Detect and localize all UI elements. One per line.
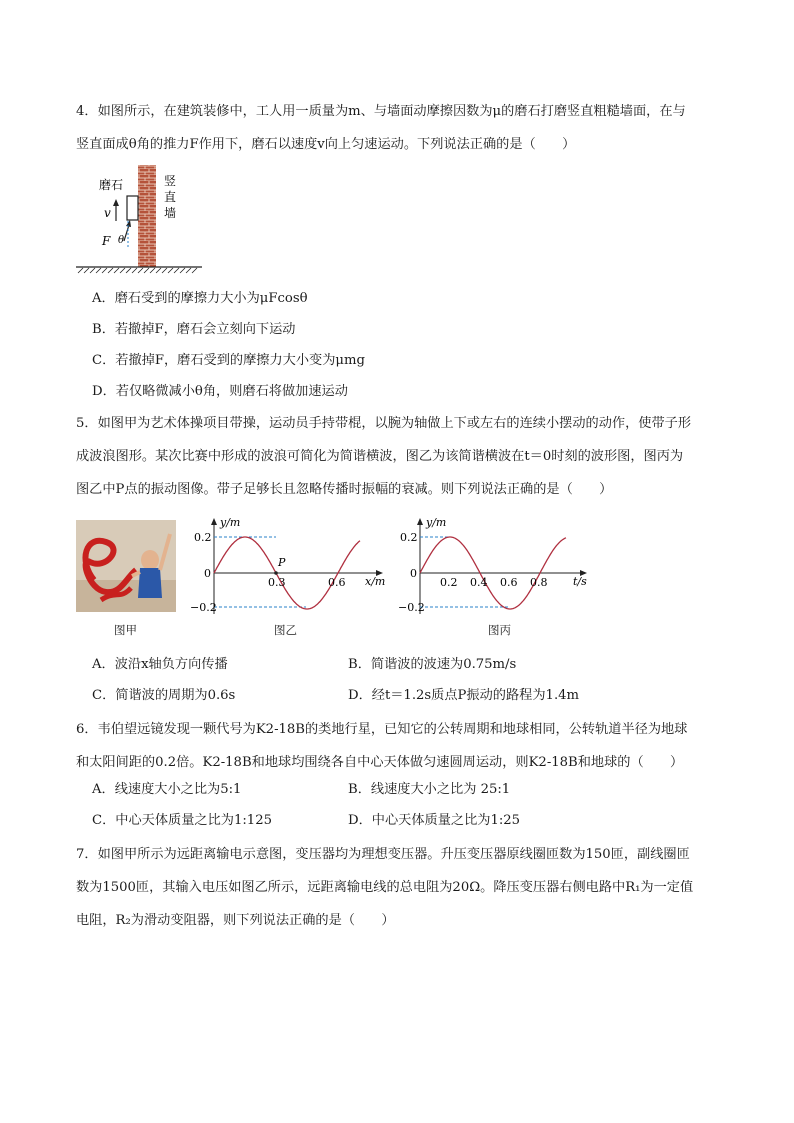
- graph-yi-wave: [190, 514, 390, 618]
- graph-bing-ytick-pos: 0.2: [400, 531, 418, 544]
- question-4-figure: [74, 163, 204, 275]
- graph-yi-point-P: [274, 571, 278, 575]
- graph-yi-xtick-0-3: 0.3: [268, 576, 286, 589]
- graph-yi-point-P-label: P: [278, 556, 286, 569]
- graph-bing-ytick-zero: 0: [410, 567, 417, 580]
- question-7-line-3: 电阻，R₂为滑动变阻器，则下列说法正确的是（ ）: [76, 913, 395, 928]
- brick-wall: [138, 165, 156, 267]
- caption-yi: 图乙: [274, 623, 297, 637]
- velocity-arrowhead: [113, 199, 119, 206]
- ribbon-gymnast-photo: [76, 520, 176, 612]
- question-5-option-d: D．经t＝1.2s质点P振动的路程为1.4m: [348, 688, 580, 703]
- question-4-stem: [76, 95, 726, 161]
- question-6-line-1: 6．韦伯望远镜发现一颗代号为K2-18B的类地行星，已知它的公转周期和地球相同，公转轨道半径为地球: [76, 722, 688, 737]
- caption-bing: 图丙: [488, 623, 511, 637]
- graph-yi-ytick-zero: 0: [204, 567, 211, 580]
- graph-bing-xtick-0-8: 0.8: [530, 576, 548, 589]
- question-5-line-1: 5．如图甲为艺术体操项目带操，运动员手持带棍，以腕为轴做上下或左右的连续小摆动的动作，使带子形: [76, 416, 692, 431]
- graph-bing-xtick-0-2: 0.2: [440, 576, 458, 589]
- graph-yi-xtick-0-6: 0.6: [328, 576, 346, 589]
- question-4-line-2: 竖直面成θ角的推力F作用下，磨石以速度v向上匀速运动。下列说法正确的是（ ）: [76, 137, 576, 152]
- question-6-option-a: A．线速度大小之比为5:1: [92, 782, 242, 797]
- question-5-stem: [76, 407, 726, 506]
- question-6-option-d: D．中心天体质量之比为1:25: [348, 813, 521, 828]
- question-5-line-2: 成波浪图形。某次比赛中形成的波浪可简化为简谐横波，图乙为该简谐横波在t＝0时刻的波形图，图丙为: [76, 449, 684, 464]
- graph-bing-xtick-0-4: 0.4: [470, 576, 488, 589]
- question-5-line-3: 图乙中P点的振动图像。带子足够长且忽略传播时振幅的衰减。则下列说法正确的是（ ）: [76, 482, 613, 497]
- ground-hatch: [78, 268, 197, 273]
- question-4-line-1: 4．如图所示，在建筑装修中，工人用一质量为m、与墙面动摩擦因数为μ的磨石打磨竖直粗糙墙面，在与: [76, 104, 686, 119]
- question-4-option-d: D．若仅略微减小θ角，则磨石将做加速运动: [92, 384, 348, 399]
- graph-bing-ylabel: y/m: [426, 516, 447, 529]
- wall-label-1: 竖: [164, 174, 177, 188]
- question-4-option-b: B．若撤掉F，磨石会立刻向下运动: [92, 322, 296, 337]
- graph-yi-ytick-pos: 0.2: [194, 531, 212, 544]
- gymnast-body: [138, 568, 162, 598]
- F-label: F: [102, 234, 111, 248]
- v-label: v: [104, 206, 111, 220]
- stone-label: 磨石: [99, 178, 124, 192]
- caption-jia: 图甲: [114, 623, 137, 637]
- question-4-option-c: C．若撤掉F，磨石受到的摩擦力大小变为μmg: [92, 353, 365, 368]
- question-7-line-2: 数为1500匝，其输入电压如图乙所示，远距离输电线的总电阻为20Ω。降压变压器右侧电路中R₁为一定值: [76, 880, 694, 895]
- grinding-stone: [127, 196, 138, 220]
- question-4-option-a: A．磨石受到的摩擦力大小为μFcosθ: [92, 291, 308, 306]
- question-6-stem: [76, 713, 726, 779]
- graph-bing-xlabel: t/s: [573, 575, 587, 588]
- graph-bing-vibration: [398, 514, 598, 618]
- gymnast-head: [141, 550, 159, 570]
- question-5-option-b: B．简谐波的波速为0.75m/s: [348, 657, 517, 672]
- question-6-option-c: C．中心天体质量之比为1:125: [92, 813, 272, 828]
- graph-bing-xtick-0-6: 0.6: [500, 576, 518, 589]
- graph-yi-xlabel: x/m: [365, 575, 386, 588]
- question-5-option-c: C．简谐波的周期为0.6s: [92, 688, 236, 703]
- question-7-stem: [76, 838, 726, 937]
- wall-label-2: 直: [164, 190, 177, 204]
- graph-yi-ylabel: y/m: [220, 516, 241, 529]
- question-6-line-2: 和太阳间距的0.2倍。K2-18B和地球均围绕各自中心天体做匀速圆周运动，则K2-18B和地球的（ ）: [76, 755, 684, 770]
- question-6-option-b: B．线速度大小之比为 25:1: [348, 782, 511, 797]
- graph-bing-ytick-neg: −0.2: [398, 601, 425, 614]
- theta-label: θ: [118, 235, 125, 246]
- graph-yi-ytick-neg: −0.2: [190, 601, 217, 614]
- question-7-line-1: 7．如图甲所示为远距离输电示意图，变压器均为理想变压器。升压变压器原线圈匝数为150匝，副线圈匝: [76, 847, 690, 862]
- wall-label-3: 墙: [164, 206, 177, 220]
- question-5-option-a: A．波沿x轴负方向传播: [92, 657, 228, 672]
